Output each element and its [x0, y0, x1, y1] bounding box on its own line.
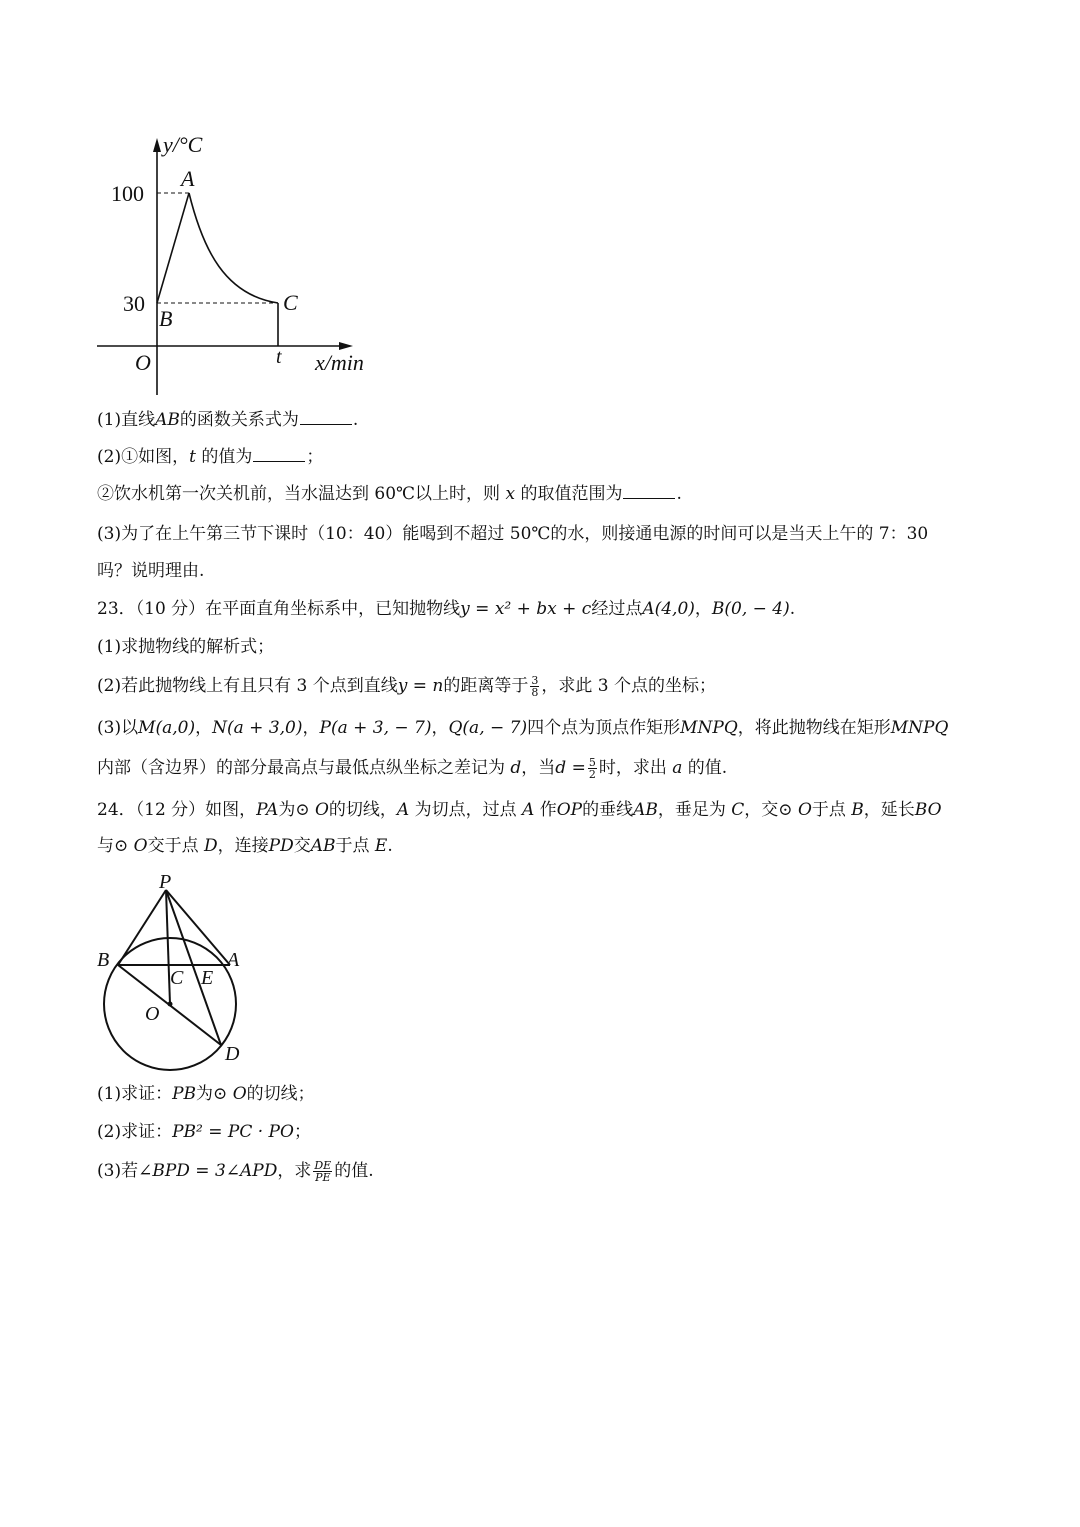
label-c: C: [170, 967, 184, 989]
q22-part1: (1)直线AB的函数关系式为 .: [97, 410, 359, 430]
q24-header-line1: 24．（12 分）如图，PA为⊙ O的切线，A 为切点，过点 A 作OP的垂线AB，垂足为 C，交⊙ O于点 B，延长BO: [97, 800, 942, 820]
tick-30: 30: [123, 291, 145, 316]
curve-ac: [189, 193, 278, 303]
origin-label: O: [135, 350, 151, 375]
q24-header-line2: 与⊙ O交于点 D，连接PD交AB于点 E.: [97, 836, 393, 856]
label-a: A: [227, 949, 240, 971]
segment-pa: [166, 890, 230, 965]
answer-blank[interactable]: [623, 482, 675, 499]
q23-part3-line1: (3)以M(a,0)，N(a + 3,0)，P(a + 3, − 7)，Q(a, − 7)四个点为顶点作矩形MNPQ，将此抛物线在矩形MNPQ: [97, 718, 949, 738]
y-axis-arrow: [153, 138, 161, 152]
segment-pb: [118, 890, 166, 965]
q24-part3: (3)若∠BPD = 3∠APD，求 $\frac{DE}{PE}$ 的值.: [97, 1159, 374, 1184]
label-b: B: [97, 949, 110, 971]
q24-part2: (2)求证：PB² = PC · PO；: [97, 1122, 311, 1142]
point-b-label: B: [159, 306, 173, 331]
q22-part2: (2)①如图，t 的值为 ；: [97, 447, 324, 467]
x-axis-label: x/min: [315, 350, 364, 375]
fraction-5-2: $\frac{5}{2}$: [588, 756, 596, 781]
q23-part3-line2: 内部（含边界）的部分最高点与最低点纵坐标之差记为 d，当d = $\frac{5}{2}$ 时，求出 a 的值.: [97, 756, 728, 781]
y-axis-label: y/°C: [163, 132, 203, 157]
q22-part3-line1: (3)为了在上午第三节下课时（10：40）能喝到不超过 50℃的水，则接通电源的时间可以是当天上午的 7：30: [97, 524, 929, 544]
label-o: O: [145, 1003, 160, 1025]
point-a-label: A: [181, 166, 195, 191]
temperature-graph: [95, 130, 385, 400]
label-d: D: [225, 1043, 240, 1065]
point-c-label: C: [283, 290, 298, 315]
fraction-3-8: $\frac{3}{8}$: [531, 674, 539, 699]
q23-part2: (2)若此抛物线上有且只有 3 个点到直线y = n的距离等于 $\frac{3}{8}$ ，求此 3 个点的坐标；: [97, 674, 716, 699]
q22-part2b: ②饮水机第一次关机前，当水温达到 60℃以上时，则 x 的取值范围为 .: [97, 484, 682, 504]
answer-blank[interactable]: [300, 408, 352, 425]
circle-geometry-figure: [90, 868, 260, 1073]
label-e: E: [201, 967, 214, 989]
label-p: P: [159, 871, 172, 893]
q23-part1: (1)求抛物线的解析式；: [97, 637, 275, 657]
answer-blank[interactable]: [253, 445, 305, 462]
point-t-label: t: [276, 346, 282, 368]
center-dot: [168, 1002, 173, 1007]
segment-ab: [157, 193, 189, 303]
q24-part1: (1)求证：PB为⊙ O的切线；: [97, 1084, 315, 1104]
tick-100: 100: [111, 181, 144, 206]
fraction-de-pe: $\frac{DE}{PE}$: [314, 1159, 332, 1184]
q22-part3-line2: 吗？说明理由.: [97, 561, 205, 581]
q23-header: 23．（10 分）在平面直角坐标系中，已知抛物线y = x² + bx + c经过点A(4,0)，B(0, − 4).: [97, 599, 796, 619]
x-axis-arrow: [339, 342, 353, 350]
